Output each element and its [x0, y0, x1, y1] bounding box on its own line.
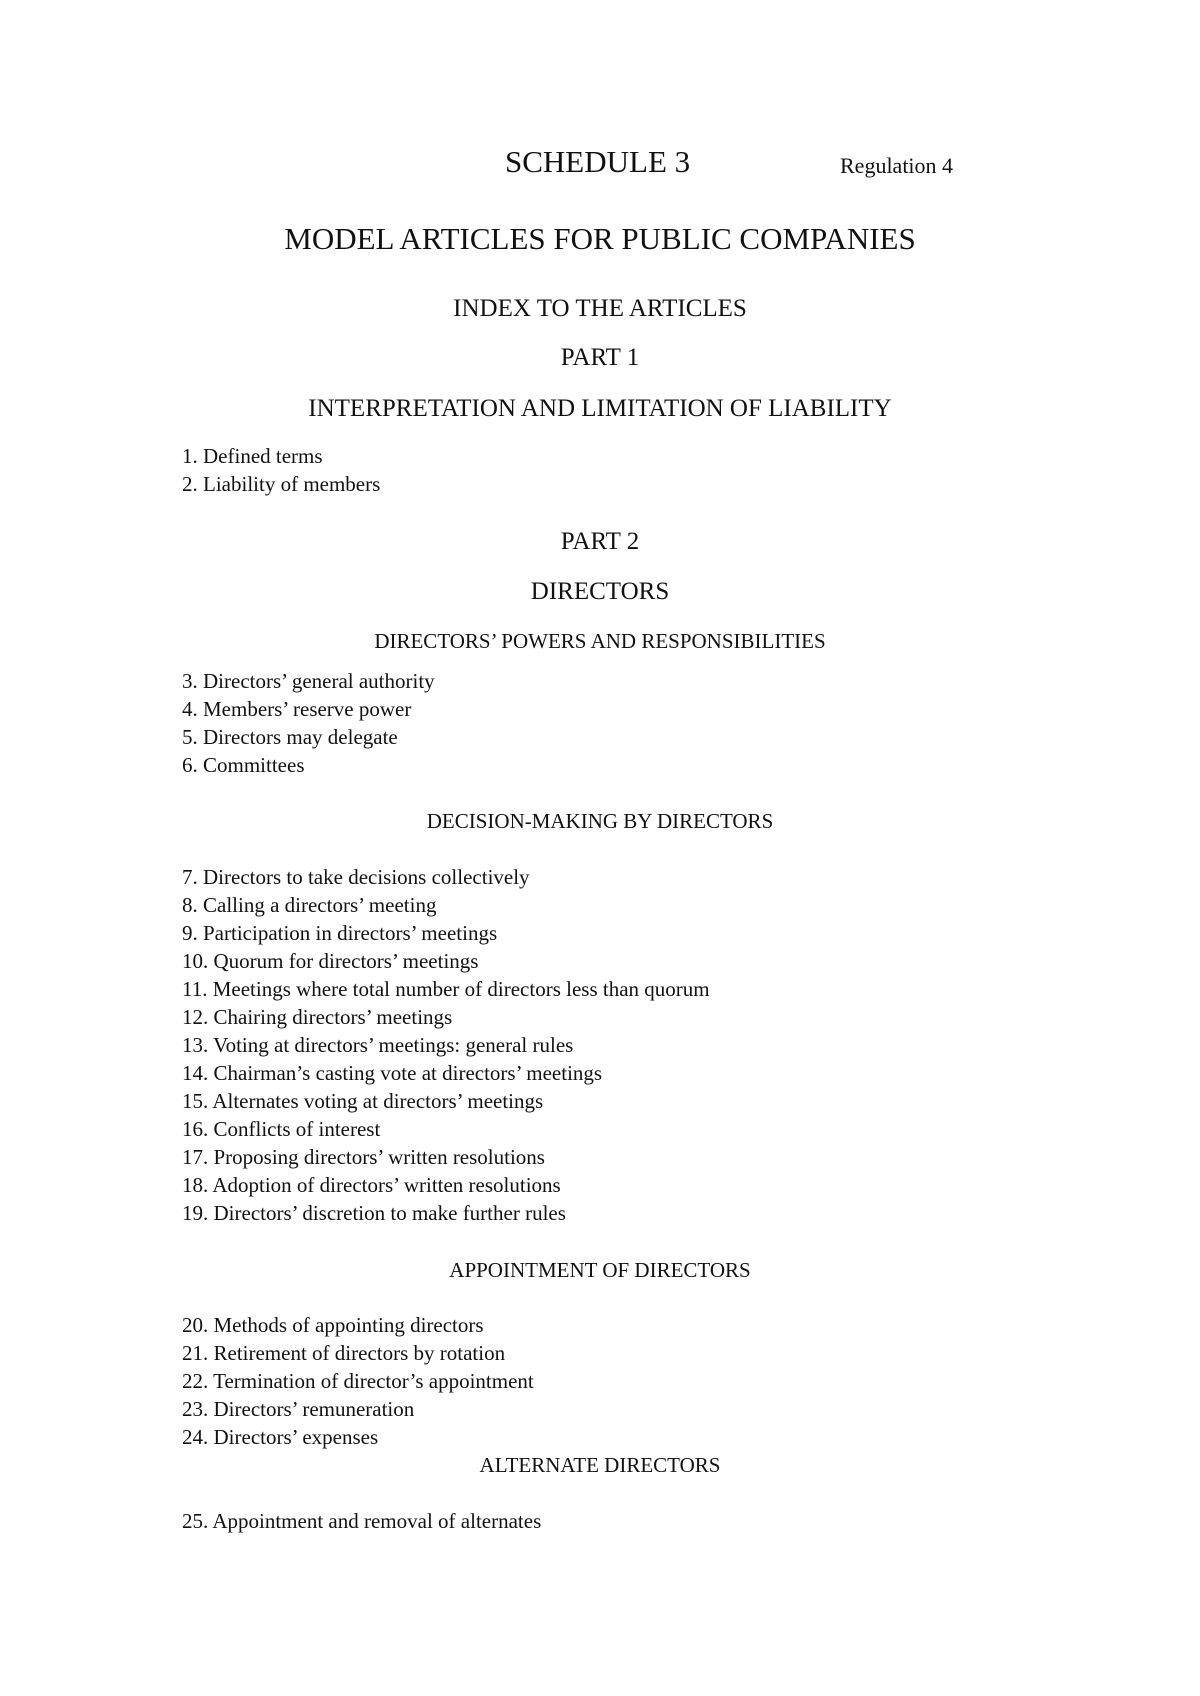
article-list-decision-making: [182, 863, 710, 1227]
list-item: 17. Proposing directors’ written resolutions: [182, 1145, 545, 1169]
regulation-reference: Regulation 4: [840, 153, 954, 178]
section-heading-powers: DIRECTORS’ POWERS AND RESPONSIBILITIES: [374, 629, 826, 653]
list-item: 10. Quorum for directors’ meetings: [182, 949, 479, 973]
article-list-alternates: [182, 1507, 541, 1535]
part-2-title: DIRECTORS: [530, 578, 670, 605]
section-heading-appointment: APPOINTMENT OF DIRECTORS: [449, 1258, 751, 1282]
index-title: INDEX TO THE ARTICLES: [453, 295, 747, 322]
list-item: 19. Directors’ discretion to make further rules: [182, 1201, 566, 1225]
list-item: 7. Directors to take decisions collectively: [182, 865, 530, 889]
list-item: 20. Methods of appointing directors: [182, 1313, 484, 1337]
list-item: 11. Meetings where total number of directors less than quorum: [182, 977, 710, 1001]
list-item: 15. Alternates voting at directors’ meetings: [182, 1089, 544, 1113]
list-item: 6. Committees: [182, 753, 305, 777]
list-item: 2. Liability of members: [182, 472, 381, 496]
list-item: 23. Directors’ remuneration: [182, 1397, 415, 1421]
article-list-powers: [182, 667, 435, 779]
list-item: 5. Directors may delegate: [182, 725, 398, 749]
part-1-article-list: [182, 442, 380, 498]
list-item: 3. Directors’ general authority: [182, 669, 435, 693]
list-item: 21. Retirement of directors by rotation: [182, 1341, 506, 1365]
section-heading-decision-making: DECISION-MAKING BY DIRECTORS: [426, 809, 774, 833]
list-item: 16. Conflicts of interest: [182, 1117, 381, 1141]
list-item: 25. Appointment and removal of alternates: [182, 1509, 542, 1533]
part-1-title: INTERPRETATION AND LIMITATION OF LIABILITY: [308, 395, 892, 422]
document-title: MODEL ARTICLES FOR PUBLIC COMPANIES: [284, 221, 916, 256]
list-item: 18. Adoption of directors’ written resolutions: [182, 1173, 561, 1197]
list-item: 9. Participation in directors’ meetings: [182, 921, 498, 945]
part-1-heading: PART 1: [560, 344, 640, 371]
list-item: 1. Defined terms: [182, 444, 323, 468]
list-item: 14. Chairman’s casting vote at directors’ meetings: [182, 1061, 603, 1085]
article-list-appointment: [182, 1311, 534, 1451]
schedule-title: SCHEDULE 3: [505, 144, 691, 179]
list-item: 24. Directors’ expenses: [182, 1425, 379, 1449]
list-item: 22. Termination of director’s appointment: [182, 1369, 534, 1393]
section-heading-alternates: ALTERNATE DIRECTORS: [479, 1453, 721, 1477]
list-item: 4. Members’ reserve power: [182, 697, 412, 721]
list-item: 13. Voting at directors’ meetings: general rules: [182, 1033, 574, 1057]
list-item: 8. Calling a directors’ meeting: [182, 893, 437, 917]
part-2-heading: PART 2: [560, 528, 640, 555]
list-item: 12. Chairing directors’ meetings: [182, 1005, 453, 1029]
